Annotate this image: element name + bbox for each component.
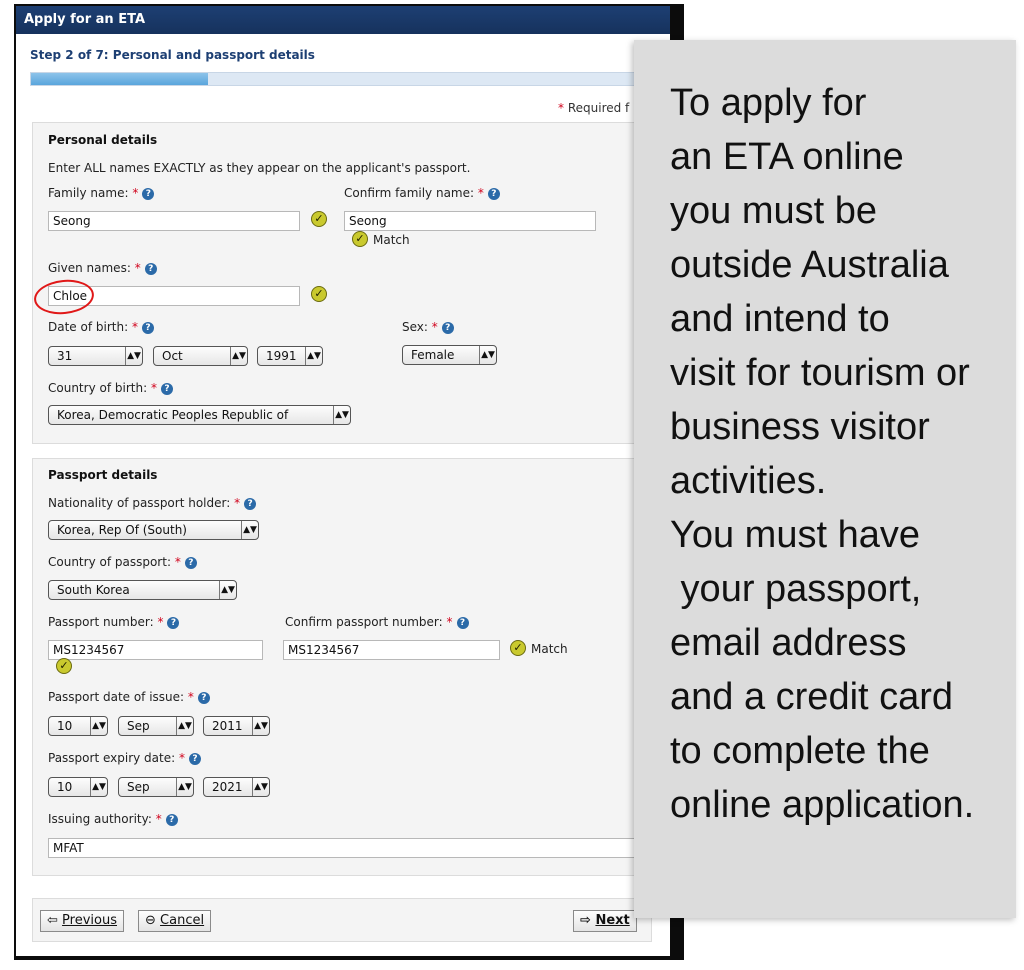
- dob-year-select[interactable]: 1991 ▲▼: [257, 346, 323, 366]
- check-icon: ✓: [510, 640, 526, 656]
- select-arrows-icon: ▲▼: [252, 717, 269, 735]
- cancel-button[interactable]: ⊖ Cancel: [138, 910, 211, 932]
- select-arrows-icon: ▲▼: [479, 346, 496, 364]
- expiry-date-label: Passport expiry date: * ?: [48, 751, 201, 765]
- check-icon: ✓: [311, 211, 327, 227]
- help-icon[interactable]: ?: [161, 383, 173, 395]
- confirm-family-name-input[interactable]: Seong: [344, 211, 596, 231]
- check-icon: ✓: [352, 231, 368, 247]
- info-callout-text: To apply for an ETA online you must be outside Australia and intend to visit for tourism or business visitor activities. You must have your passport, email address and a credit card to complete the online application.: [670, 82, 975, 826]
- button-bar: [32, 898, 652, 942]
- country-of-birth-select[interactable]: Korea, Democratic Peoples Republic of ▲▼: [48, 405, 351, 425]
- issuing-authority-input[interactable]: MFAT: [48, 838, 638, 858]
- help-icon[interactable]: ?: [185, 557, 197, 569]
- help-icon[interactable]: ?: [244, 498, 256, 510]
- passport-number-match-text: Match: [531, 642, 568, 656]
- help-icon[interactable]: ?: [142, 322, 154, 334]
- personal-details-heading: Personal details: [48, 133, 158, 147]
- passport-number-label: Passport number: * ?: [48, 615, 179, 629]
- select-arrows-icon: ▲▼: [176, 778, 193, 796]
- help-icon[interactable]: ?: [167, 617, 179, 629]
- select-arrows-icon: ▲▼: [90, 717, 107, 735]
- select-arrows-icon: ▲▼: [230, 347, 247, 365]
- nationality-label: Nationality of passport holder: * ?: [48, 496, 256, 510]
- dob-label: Date of birth: * ?: [48, 320, 154, 334]
- family-name-input[interactable]: Seong: [48, 211, 300, 231]
- issuing-authority-label: Issuing authority: * ?: [48, 812, 178, 826]
- select-arrows-icon: ▲▼: [241, 521, 258, 539]
- window-title: Apply for an ETA: [16, 6, 670, 34]
- select-arrows-icon: ▲▼: [333, 406, 350, 424]
- arrow-right-icon: ⇨: [580, 913, 591, 928]
- required-star: *: [558, 101, 564, 115]
- given-names-input[interactable]: Chloe: [48, 286, 300, 306]
- select-arrows-icon: ▲▼: [252, 778, 269, 796]
- progress-fill: [31, 73, 208, 85]
- given-names-label: Given names: * ?: [48, 261, 157, 275]
- passport-number-input[interactable]: MS1234567: [48, 640, 263, 660]
- help-icon[interactable]: ?: [189, 753, 201, 765]
- passport-details-heading: Passport details: [48, 468, 158, 482]
- family-name-match-text: Match: [373, 233, 410, 247]
- step-label: Step 2 of 7: Personal and passport details: [30, 48, 315, 62]
- name-instruction: Enter ALL names EXACTLY as they appear on the applicant's passport.: [48, 161, 471, 175]
- help-icon[interactable]: ?: [166, 814, 178, 826]
- help-icon[interactable]: ?: [142, 188, 154, 200]
- cancel-icon: ⊖: [145, 913, 156, 928]
- select-arrows-icon: ▲▼: [90, 778, 107, 796]
- sex-select[interactable]: Female ▲▼: [402, 345, 497, 365]
- issue-month-select[interactable]: Sep ▲▼: [118, 716, 194, 736]
- next-button[interactable]: ⇨ Next: [573, 910, 637, 932]
- required-note-text: Required f: [567, 101, 630, 115]
- previous-button[interactable]: ⇦ Previous: [40, 910, 124, 932]
- help-icon[interactable]: ?: [198, 692, 210, 704]
- country-of-passport-label: Country of passport: * ?: [48, 555, 197, 569]
- expiry-month-select[interactable]: Sep ▲▼: [118, 777, 194, 797]
- issue-day-select[interactable]: 10 ▲▼: [48, 716, 108, 736]
- arrow-left-icon: ⇦: [47, 913, 58, 928]
- help-icon[interactable]: ?: [457, 617, 469, 629]
- help-icon[interactable]: ?: [442, 322, 454, 334]
- nationality-select[interactable]: Korea, Rep Of (South) ▲▼: [48, 520, 259, 540]
- info-callout: [634, 40, 1016, 918]
- issue-date-label: Passport date of issue: * ?: [48, 690, 210, 704]
- help-icon[interactable]: ?: [488, 188, 500, 200]
- country-of-birth-label: Country of birth: * ?: [48, 381, 173, 395]
- dob-day-select[interactable]: 31 ▲▼: [48, 346, 143, 366]
- confirm-family-name-label: Confirm family name: * ?: [344, 186, 500, 200]
- progress-bar: [30, 72, 650, 86]
- expiry-day-select[interactable]: 10 ▲▼: [48, 777, 108, 797]
- select-arrows-icon: ▲▼: [305, 347, 322, 365]
- select-arrows-icon: ▲▼: [125, 347, 142, 365]
- required-note: [558, 101, 629, 115]
- country-of-passport-select[interactable]: South Korea ▲▼: [48, 580, 237, 600]
- family-name-label: Family name: * ?: [48, 186, 154, 200]
- help-icon[interactable]: ?: [145, 263, 157, 275]
- sex-label: Sex: * ?: [402, 320, 454, 334]
- confirm-passport-number-label: Confirm passport number: * ?: [285, 615, 469, 629]
- select-arrows-icon: ▲▼: [219, 581, 236, 599]
- dob-month-select[interactable]: Oct ▲▼: [153, 346, 248, 366]
- issue-year-select[interactable]: 2011 ▲▼: [203, 716, 270, 736]
- check-icon: ✓: [56, 658, 72, 674]
- confirm-passport-number-input[interactable]: MS1234567: [283, 640, 500, 660]
- expiry-year-select[interactable]: 2021 ▲▼: [203, 777, 270, 797]
- check-icon: ✓: [311, 286, 327, 302]
- select-arrows-icon: ▲▼: [176, 717, 193, 735]
